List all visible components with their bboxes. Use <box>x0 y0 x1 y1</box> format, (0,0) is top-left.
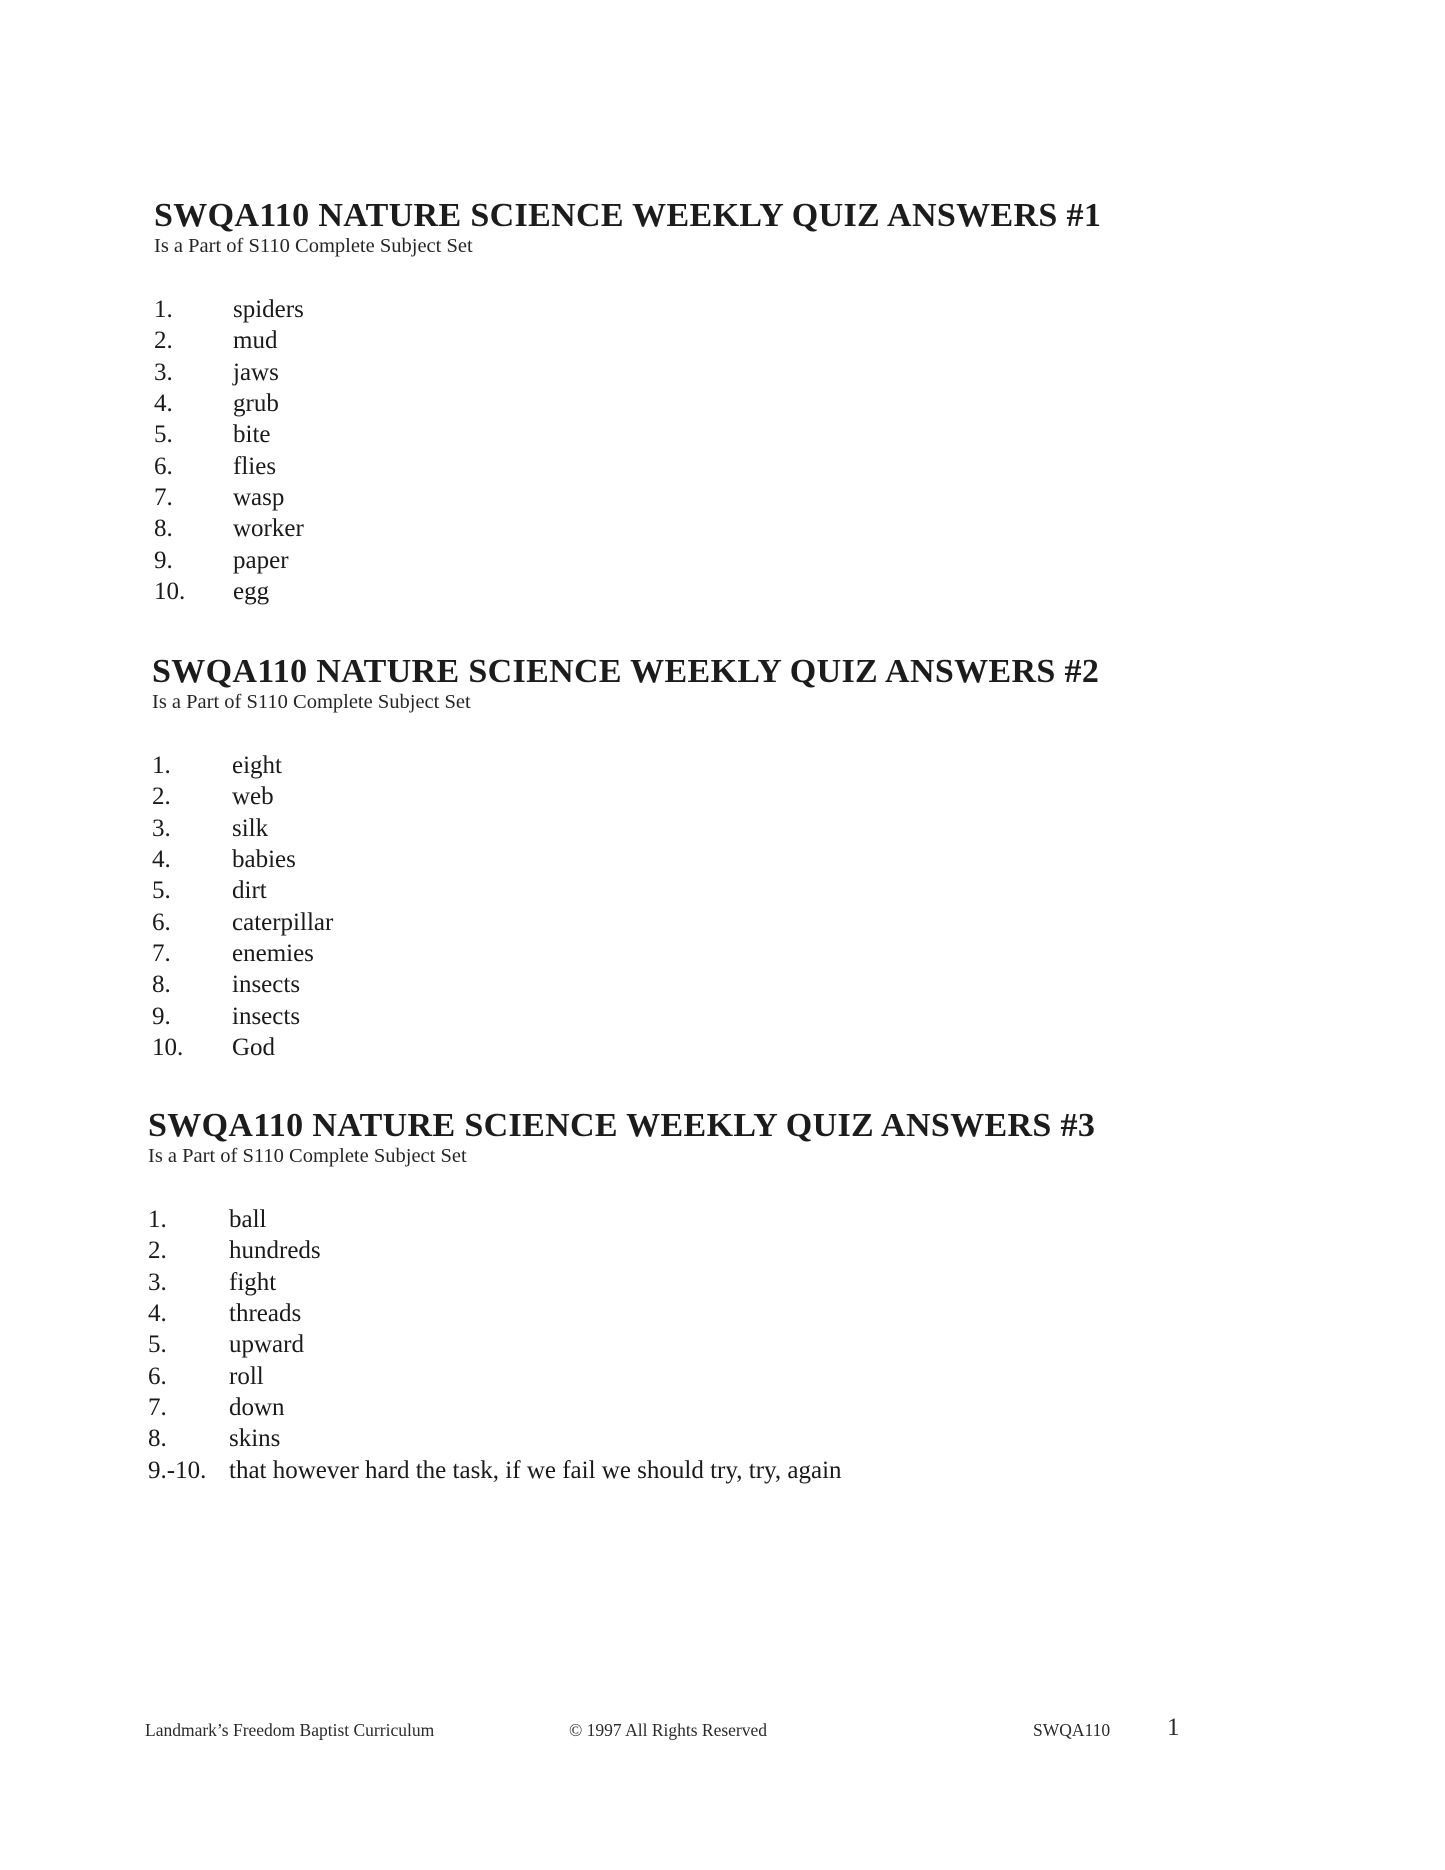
footer-publisher: Landmark’s Freedom Baptist Curriculum <box>145 1720 435 1740</box>
answer-number: 5. <box>154 421 173 449</box>
answer-text: insects <box>232 1002 301 1030</box>
answer-text: fight <box>229 1268 277 1296</box>
answer-item <box>154 513 1101 544</box>
answer-number: 4. <box>148 1300 167 1328</box>
answer-number: 2. <box>148 1237 167 1265</box>
answer-text: bite <box>233 421 271 449</box>
answer-number: 4. <box>154 390 173 418</box>
answer-text: upward <box>229 1331 304 1359</box>
section-subtitle: Is a Part of S110 Complete Subject Set <box>154 235 473 257</box>
answer-text: God <box>232 1034 276 1062</box>
answer-item <box>148 1361 1095 1392</box>
section-subtitle: Is a Part of S110 Complete Subject Set <box>152 691 471 713</box>
answer-text: spiders <box>233 296 304 323</box>
answer-number: 7. <box>148 1394 167 1422</box>
answer-number: 7. <box>152 940 171 968</box>
answer-item <box>154 357 1101 388</box>
answer-number: 3. <box>148 1268 167 1296</box>
answer-text: caterpillar <box>232 908 334 936</box>
answer-item <box>154 294 1101 325</box>
answer-item <box>154 576 1101 607</box>
quiz-section-1 <box>154 196 1102 608</box>
answer-item <box>152 969 1099 1000</box>
answer-text: web <box>232 783 274 811</box>
answer-number: 2. <box>152 783 171 811</box>
answer-item <box>148 1235 1095 1266</box>
answer-list <box>154 294 1101 607</box>
answer-number: 6. <box>154 452 173 480</box>
answer-item <box>152 844 1099 875</box>
answer-item <box>148 1423 1095 1454</box>
answer-item <box>154 419 1101 450</box>
answer-text: roll <box>229 1362 264 1390</box>
answer-item <box>152 750 1099 781</box>
answer-number: 4. <box>152 846 171 874</box>
answer-item <box>148 1298 1095 1329</box>
answer-number: 5. <box>148 1331 167 1359</box>
footer-code: SWQA110 <box>1033 1720 1111 1740</box>
answer-item <box>152 781 1099 812</box>
answer-item <box>154 325 1101 356</box>
answer-number: 1. <box>154 296 173 323</box>
answer-number: 8. <box>148 1425 167 1453</box>
answer-text: that however hard the task, if we fail we should try, try, again <box>229 1456 842 1484</box>
answer-text: enemies <box>232 940 314 968</box>
answer-number: 6. <box>152 908 171 936</box>
answer-number: 10. <box>154 578 186 606</box>
page-number: 1 <box>1167 1714 1180 1741</box>
answer-item <box>148 1267 1095 1298</box>
answer-number: 3. <box>154 358 173 386</box>
answer-text: paper <box>233 546 289 574</box>
answer-number: 9. <box>154 546 173 574</box>
answer-text: skins <box>229 1425 281 1453</box>
answer-item <box>152 907 1099 938</box>
answer-text: eight <box>232 752 282 779</box>
answer-list <box>148 1204 1095 1486</box>
answer-item <box>148 1204 1095 1235</box>
answer-number: 9.-10. <box>148 1456 207 1484</box>
answer-text: egg <box>233 578 270 606</box>
answer-item <box>154 545 1101 576</box>
answer-item <box>148 1329 1095 1360</box>
answer-text: ball <box>229 1206 267 1233</box>
answer-number: 2. <box>154 327 173 355</box>
answer-item <box>152 1032 1099 1063</box>
answer-text: jaws <box>233 358 279 386</box>
answer-text: dirt <box>232 877 267 905</box>
answer-item <box>152 938 1099 969</box>
quiz-section-2 <box>152 652 1100 1064</box>
answer-item <box>148 1392 1095 1423</box>
answer-number: 10. <box>152 1034 184 1062</box>
answer-number: 5. <box>152 877 171 905</box>
answer-text: silk <box>232 814 269 842</box>
answer-text: worker <box>233 515 304 543</box>
answer-item <box>152 813 1099 844</box>
section-title: SWQA110 NATURE SCIENCE WEEKLY QUIZ ANSWERS #3 <box>148 1106 1096 1144</box>
answer-text: grub <box>233 390 279 418</box>
answer-item <box>154 451 1101 482</box>
answer-item <box>152 1001 1099 1032</box>
section-title: SWQA110 NATURE SCIENCE WEEKLY QUIZ ANSWERS #2 <box>152 652 1100 690</box>
answer-item <box>154 482 1101 513</box>
section-subtitle: Is a Part of S110 Complete Subject Set <box>148 1145 467 1167</box>
answer-number: 7. <box>154 484 173 512</box>
answer-number: 8. <box>152 971 171 999</box>
quiz-section-3 <box>148 1106 1096 1487</box>
footer-copyright: © 1997 All Rights Reserved <box>569 1720 768 1740</box>
answer-text: insects <box>232 971 301 999</box>
answer-text: down <box>229 1394 285 1422</box>
answer-text: wasp <box>233 484 285 512</box>
answer-number: 1. <box>148 1206 167 1233</box>
answer-text: babies <box>232 846 296 874</box>
answer-item <box>148 1455 1095 1486</box>
answer-item <box>154 388 1101 419</box>
answer-text: threads <box>229 1300 302 1328</box>
answer-text: flies <box>233 452 277 480</box>
answer-number: 6. <box>148 1362 167 1390</box>
answer-number: 9. <box>152 1002 171 1030</box>
section-title: SWQA110 NATURE SCIENCE WEEKLY QUIZ ANSWERS #1 <box>154 196 1102 234</box>
answer-number: 3. <box>152 814 171 842</box>
answer-number: 8. <box>154 515 173 543</box>
answer-text: mud <box>233 327 278 355</box>
answer-number: 1. <box>152 752 171 779</box>
answer-text: hundreds <box>229 1237 321 1265</box>
answer-list <box>152 750 1099 1063</box>
answer-item <box>152 875 1099 906</box>
